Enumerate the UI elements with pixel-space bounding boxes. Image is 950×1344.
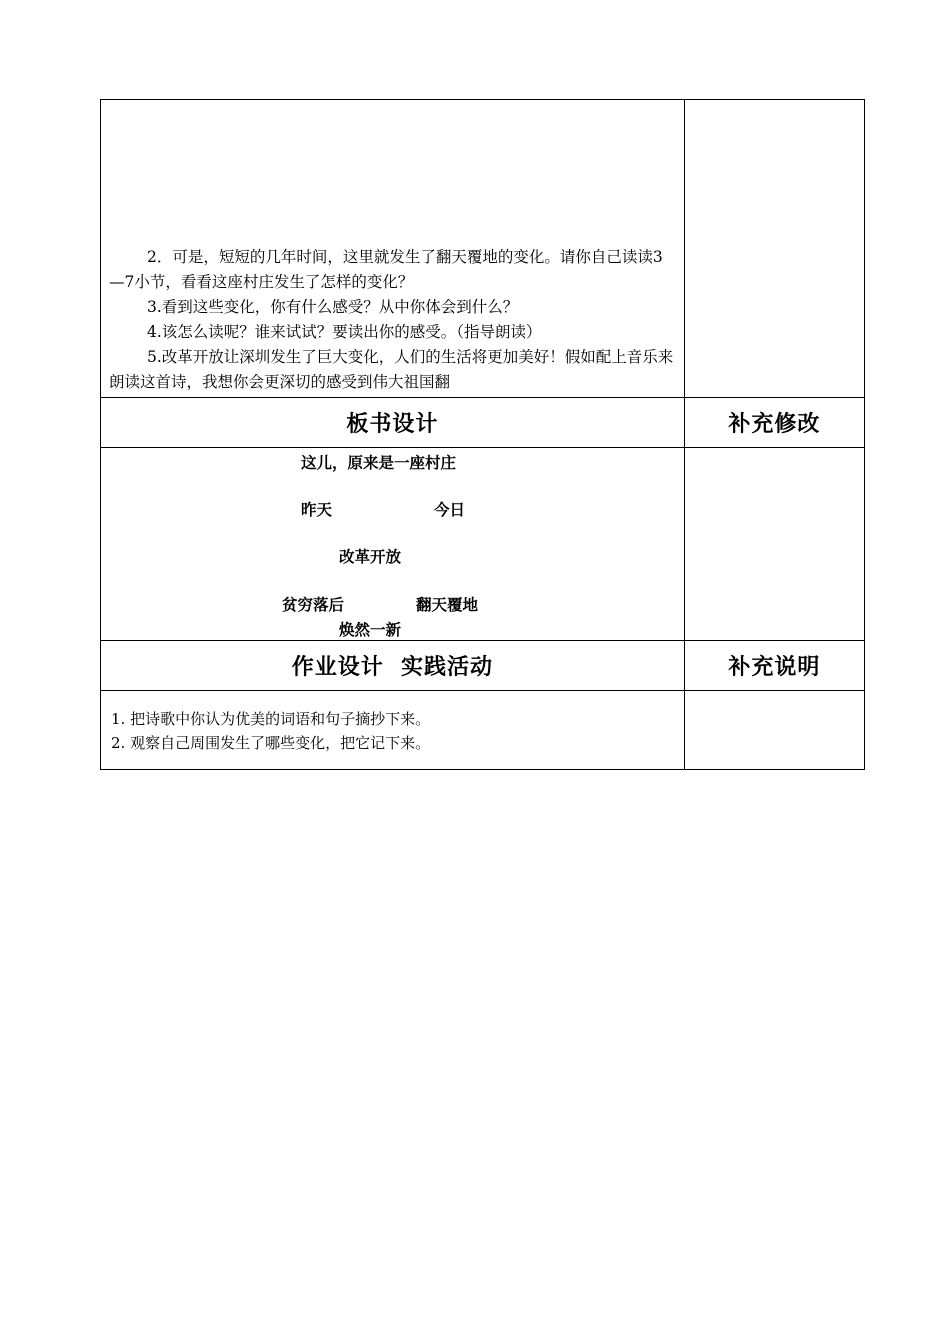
homework-supplement-header: 补充说明 [684, 641, 864, 691]
homework-list [101, 691, 684, 755]
board-design-header-row [101, 398, 865, 448]
teaching-process-row [101, 100, 865, 398]
board-today: 今日 [434, 501, 466, 519]
board-reform: 改革开放 [339, 548, 402, 566]
board-title: 这儿，原来是一座村庄 [301, 454, 457, 472]
process-paragraph-5: 5.改革开放让深圳发生了巨大变化，人们的生活将更加美好！假如配上音乐来朗读这首诗，我想你会更深切的感受到伟大祖国翻 [109, 348, 674, 391]
board-design-header: 板书设计 [101, 398, 685, 448]
board-yesterday: 昨天 [301, 501, 333, 519]
homework-header-row [101, 641, 865, 691]
process-paragraph-3: 3.看到这些变化，你有什么感受？从中你体会到什么？ [147, 298, 519, 316]
homework-row [101, 691, 865, 770]
board-poor: 贫穷落后 [282, 596, 345, 614]
board-supplement-cell [684, 448, 864, 641]
process-paragraph-2: 2．可是，短短的几年时间，这里就发生了翻天覆地的变化。请你自己读读3—7小节，看看这座村庄发生了怎样的变化？ [109, 248, 663, 291]
board-renewed: 焕然一新 [339, 621, 402, 639]
homework-notes-cell [684, 691, 864, 770]
homework-item: 2. 观察自己周围发生了哪些变化，把它记下来。 [111, 734, 431, 752]
homework-header: 作业设计 实践活动 [101, 641, 685, 691]
homework-cell [101, 691, 685, 770]
process-paragraph-4: 4.该怎么读呢？谁来试试？要读出你的感受。（指导朗读） [147, 323, 542, 341]
teaching-process-cell [101, 100, 685, 398]
homework-item: 1. 把诗歌中你认为优美的词语和句子摘抄下来。 [111, 710, 431, 728]
board-design-row [101, 448, 865, 641]
board-design-cell [101, 448, 685, 641]
board-supplement-header: 补充修改 [684, 398, 864, 448]
board-change: 翻天覆地 [416, 596, 479, 614]
lesson-plan-table [100, 99, 865, 770]
teaching-process-text [109, 245, 676, 395]
process-notes-cell [684, 100, 864, 398]
